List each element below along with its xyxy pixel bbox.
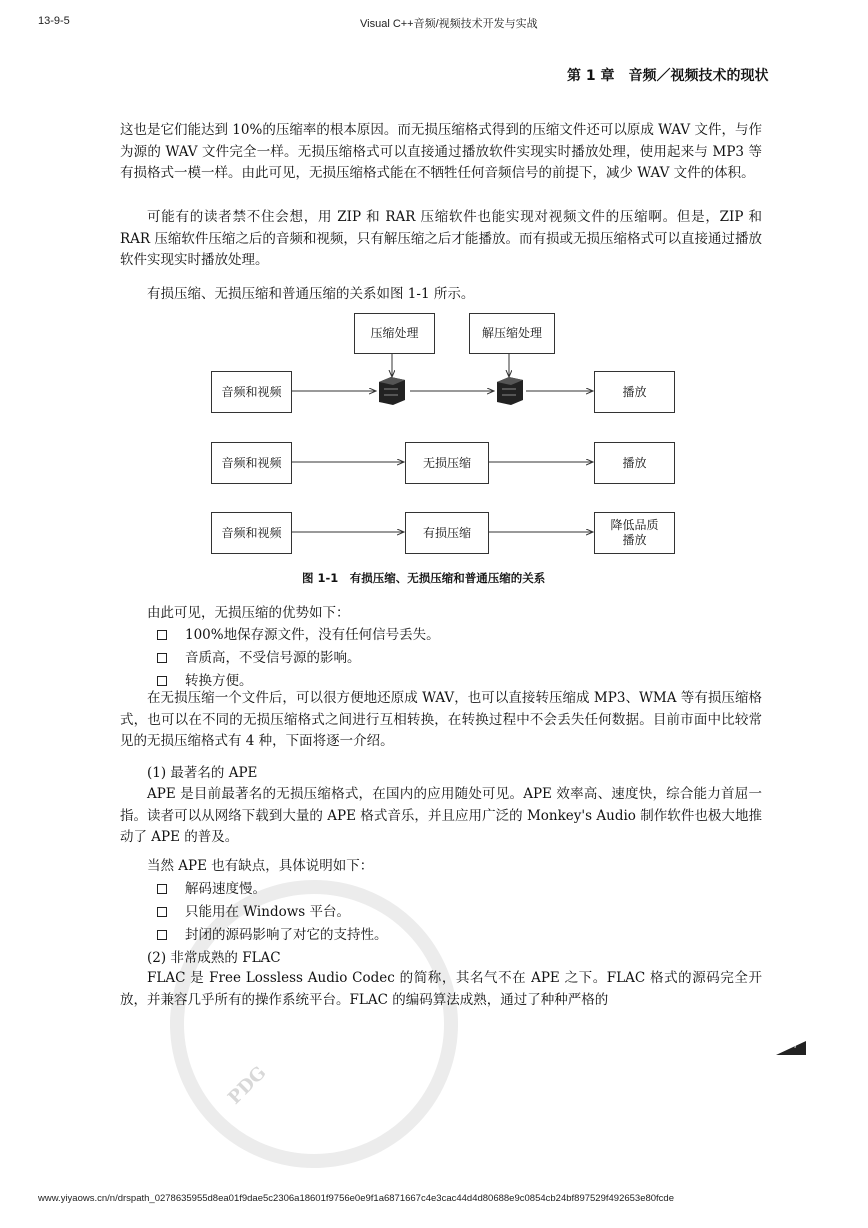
chapter-title: 第 1 章 音频／视频技术的现状 <box>567 68 769 84</box>
bullet-text: 解码速度慢。 <box>185 881 266 897</box>
bullet-item <box>157 877 266 897</box>
bullet-item <box>157 923 388 943</box>
checkbox-bullet-icon <box>157 676 167 686</box>
paragraph-8: FLAC 是 Free Lossless Audio Codec 的简称，其名气不在 APE 之下。FLAC 格式的源码完全开放，并兼容几乎所有的操作系统平台。FLAC 的编码算法成熟，通过了种种严格的 <box>120 970 762 1008</box>
header-date: 13-9-5 <box>38 15 70 27</box>
paragraph-1: 这也是它们能达到 10%的压缩率的根本原因。而无损压缩格式得到的压缩文件还可以原成 WAV 文件，与作为源的 WAV 文件完全一样。无损压缩格式可以直接通过播放软件实现实时播放处理，使用起来与 MP3 等有损格式一模一样。由此可见，无损压缩格式能在不牺牲任何音频信号的前提下，减少 WAV 文件的体积。 <box>120 122 762 181</box>
decompress-cube-icon <box>497 377 523 405</box>
row3-target-line2: 播放 <box>622 533 647 547</box>
row1-play-box: 播放 <box>594 371 675 413</box>
page-number-tab <box>776 1041 806 1055</box>
compress-cube-icon <box>379 377 405 405</box>
row2-play-box: 播放 <box>594 442 675 484</box>
paragraph-3: 有损压缩、无损压缩和普通压缩的关系如图 1-1 所示。 <box>147 286 475 302</box>
bullet-text: 封闭的源码影响了对它的支持性。 <box>185 927 388 943</box>
checkbox-bullet-icon <box>157 907 167 917</box>
checkbox-bullet-icon <box>157 653 167 663</box>
footer-url[interactable]: www.yiyaows.cn/n/drspath_0278635955d8ea01f9dae5c2306a18601f9756e0e9f1a6871667c4e3cac44d4d80688e9c0854cb24bf897529f492653e80fcde <box>38 1193 675 1204</box>
watermark-text: PDG <box>224 1062 271 1109</box>
bullet-item <box>157 646 361 666</box>
row3-target-box <box>594 512 675 554</box>
section-heading-ape: (1) 最著名的 APE <box>147 765 258 781</box>
checkbox-bullet-icon <box>157 930 167 940</box>
row3-source-box: 音频和视频 <box>211 512 292 554</box>
figure-caption: 图 1-1 有损压缩、无损压缩和普通压缩的关系 <box>302 571 546 585</box>
compress-process-box: 压缩处理 <box>354 313 435 354</box>
bullet-item <box>157 623 440 643</box>
checkbox-bullet-icon <box>157 630 167 640</box>
row2-source-box: 音频和视频 <box>211 442 292 484</box>
bullet-item <box>157 900 350 920</box>
lossless-box: 无损压缩 <box>405 442 489 484</box>
bullet-text: 只能用在 Windows 平台。 <box>185 904 350 920</box>
paragraph-2: 可能有的读者禁不住会想，用 ZIP 和 RAR 压缩软件也能实现对视频文件的压缩啊。但是，ZIP 和 RAR 压缩软件压缩之后的音频和视频，只有解压缩之后才能播放。而有损或无损压缩格式可以直接通过播放软件实现实时播放处理。 <box>120 209 762 268</box>
decompress-process-box: 解压缩处理 <box>469 313 555 354</box>
paragraph-5: 在无损压缩一个文件后，可以很方便地还原成 WAV，也可以直接转压缩成 MP3、WMA 等有损压缩格式，也可以在不同的无损压缩格式之间进行互相转换，在转换过程中不会丢失任何数据。目前市面中比较常见的无损压缩格式有 4 种，下面将逐一介绍。 <box>120 690 762 749</box>
header-book-title: Visual C++音频/视频技术开发与实战 <box>360 18 538 30</box>
bullet-text: 音质高，不受信号源的影响。 <box>185 650 361 666</box>
page-number: 7 <box>793 1040 799 1050</box>
row3-target-line1: 降低品质 <box>610 518 659 532</box>
bullet-item <box>157 669 253 689</box>
checkbox-bullet-icon <box>157 884 167 894</box>
paragraph-7: 当然 APE 也有缺点，具体说明如下： <box>147 858 374 874</box>
paragraph-6: APE 是目前最著名的无损压缩格式，在国内的应用随处可见。APE 效率高、速度快，综合能力首屈一指。读者可以从网络下载到大量的 APE 格式音乐，并且应用广泛的 Monkey's Audio 制作软件也极大地推动了 APE 的普及。 <box>120 786 762 845</box>
bullet-text: 转换方便。 <box>185 673 253 689</box>
paragraph-4: 由此可见，无损压缩的优势如下： <box>147 605 350 621</box>
lossy-box: 有损压缩 <box>405 512 489 554</box>
section-heading-flac: (2) 非常成熟的 FLAC <box>147 950 281 966</box>
row1-source-box: 音频和视频 <box>211 371 292 413</box>
bullet-text: 100%地保存源文件，没有任何信号丢失。 <box>185 627 440 643</box>
